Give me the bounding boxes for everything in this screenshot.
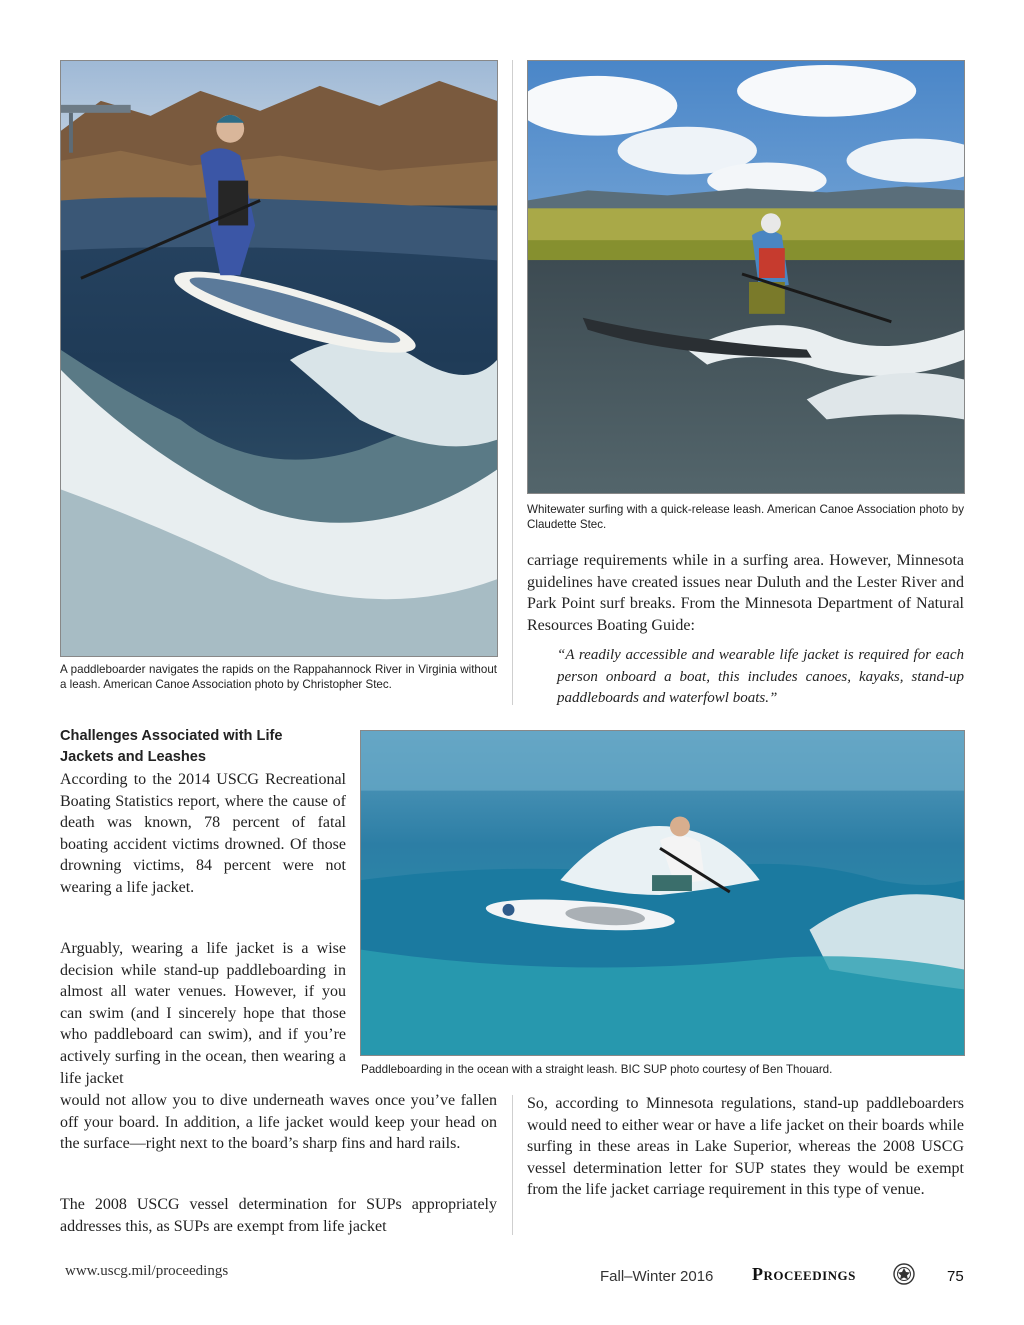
- photo-whitewater: [527, 60, 965, 494]
- page-number: 75: [947, 1268, 964, 1285]
- caption-whitewater: Whitewater surfing with a quick-release leash. American Canoe Association photo by Claudette Stec.: [527, 503, 964, 531]
- footer-issue: Fall–Winter 2016: [600, 1268, 714, 1285]
- caption-rappahannock: A paddleboarder navigates the rapids on the Rappahannock River in Virginia without a leash. American Canoe Association photo by Christopher Stec.: [60, 663, 497, 691]
- section-paragraph-2-narrow: Arguably, wearing a life jacket is a wise decision while stand-up paddleboarding in almost all water venues. However, if you can swim (and I sincerely hope that those who paddleboard can swim), and if you’re actively surfing in the ocean, then wearing a life jacket: [60, 940, 346, 1087]
- column-divider-top: [512, 60, 513, 705]
- right-column-paragraph-top: carriage requirements while in a surfing area. However, Minnesota guidelines have created issues near Duluth and the Lester River and Park Point surf breaks. From the Minnesota Department of Natural Resources Boating Guide:: [527, 552, 964, 634]
- column-divider-bottom: [512, 1095, 513, 1235]
- right-column-paragraph-bottom: So, according to Minnesota regulations, stand-up paddleboarders would need to either wear or have a life jacket on their boards while surfing in these areas in Lake Superior, whereas the 2008 USCG vessel determination letter for SUP states they would be exempt from the life jacket carriage requirement in this type of venue.: [527, 1095, 964, 1199]
- footer-brand: Proceedings: [752, 1264, 856, 1284]
- caption-ocean: Paddleboarding in the ocean with a straight leash. BIC SUP photo courtesy of Ben Thouard.: [361, 1063, 833, 1076]
- footer-url-link[interactable]: www.uscg.mil/proceedings: [65, 1263, 229, 1279]
- section-paragraph-2-wide: would not allow you to dive underneath waves once you’ve fallen off your board. In addition, a life jacket would keep your head on the surface—right next to the board’s sharp fins and hard rails.: [60, 1092, 497, 1153]
- photo-ocean: [360, 730, 965, 1056]
- section-paragraph-3: The 2008 USCG vessel determination for SUPs appropriately addresses this, as SUPs are exempt from life jacket: [60, 1196, 497, 1235]
- section-paragraph-1: According to the 2014 USCG Recreational Boating Statistics report, where the cause of death was known, 78 percent of fatal boating accident victims drowned. Of those drowning victims, 84 percent were not wearing a life jacket.: [60, 771, 346, 896]
- uscg-emblem-icon: [893, 1263, 915, 1285]
- section-heading: Challenges Associated with Life Jackets and Leashes: [60, 728, 283, 765]
- dnr-quote: “A readily accessible and wearable life jacket is required for each person onboard a boat, this includes canoes, kayaks, stand-up paddleboards and waterfowl boats.”: [557, 647, 964, 706]
- photo-rappahannock: [60, 60, 498, 657]
